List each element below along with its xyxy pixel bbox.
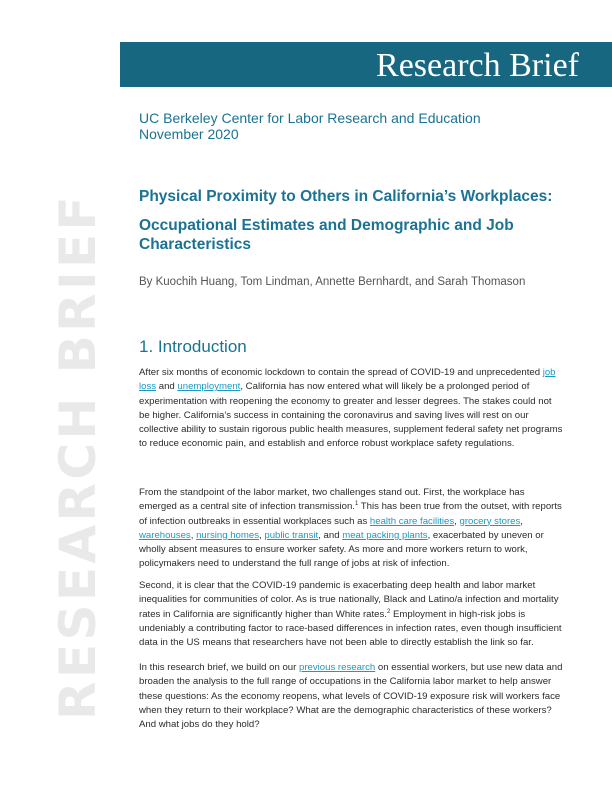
- text-run: This has been true from the outset, with reports of infection outbreaks in essential workplaces such as: [139, 501, 562, 527]
- paragraph-4: [139, 661, 564, 732]
- link-job-loss[interactable]: job loss: [139, 367, 556, 393]
- paragraph-1: [139, 366, 564, 452]
- link-health-care-facilities[interactable]: health care facilities: [369, 515, 455, 527]
- text-run: ,: [520, 515, 523, 527]
- side-watermark-text: RESEARCH BRIEF: [49, 192, 107, 720]
- organization-name: UC Berkeley Center for Labor Research and Education: [139, 110, 481, 126]
- text-run: and: [156, 381, 178, 393]
- link-previous-research[interactable]: previous research: [298, 662, 376, 673]
- text-run: From the standpoint of the labor market, two challenges stand out. First, the workplace has emerged as a central site of infection transmission.: [139, 487, 525, 513]
- link-grocery-stores[interactable]: grocery stores: [459, 515, 521, 527]
- footnote-ref-1[interactable]: 1: [354, 501, 359, 508]
- text-run: In this research brief, we build on our: [139, 662, 299, 673]
- document-title: Physical Proximity to Others in California’s Workplaces:: [139, 188, 553, 205]
- footnote-ref-2[interactable]: 2: [386, 608, 391, 615]
- text-run: , California has now entered what will likely be a prolonged period of experimentation with reopening the economy to greater and lesser degrees. The stakes could not be higher. California’s success in containing the coronavirus and saving lives will rest on our collective ability to sustain rigorous public health measures, supplement federal safety net programs to reduce economic pain, and establish and enforce robust workplace safety regulations.: [139, 381, 563, 450]
- link-nursing-homes[interactable]: nursing homes: [196, 529, 260, 541]
- banner-title: Research Brief: [376, 47, 579, 84]
- text-run: After six months of economic lockdown to contain the spread of COVID-19 and unprecedented: [139, 367, 543, 378]
- section-heading-introduction: 1. Introduction: [139, 337, 247, 356]
- text-run: on essential workers, but use new data and broaden the analysis to the full range of occupations in the California labor market to help answer these questions: As the economy reopens, what levels of COVID-19 exposure risk will workers face when they return to their workplace? What are the demographic characteristics of these workers? And what jobs do they hold?: [139, 662, 563, 731]
- paragraph-3: [139, 579, 564, 650]
- text-run: ,: [190, 529, 197, 541]
- paragraph-2: [139, 486, 564, 572]
- text-run: ,: [259, 529, 265, 541]
- text-run: , and: [318, 529, 343, 541]
- link-meat-packing-plants[interactable]: meat packing plants: [342, 529, 428, 541]
- link-unemployment[interactable]: unemployment: [177, 381, 241, 393]
- text-run: Employment in high-risk jobs is undeniably a contributing factor to race-based differences in infection rates, even though insufficient data in the US means that researchers have not been able to directly establish the link so far.: [139, 608, 562, 649]
- header-banner: [120, 42, 612, 87]
- document-subtitle: Occupational Estimates and Demographic and Job Characteristics: [139, 217, 514, 253]
- link-public-transit[interactable]: public transit: [264, 529, 319, 541]
- publication-date: November 2020: [139, 126, 239, 142]
- author-list: By Kuochih Huang, Tom Lindman, Annette Bernhardt, and Sarah Thomason: [139, 276, 526, 288]
- text-run: ,: [454, 515, 460, 527]
- text-run: Second, it is clear that the COVID-19 pandemic is exacerbating deep health and labor market inequalities for communities of color. As is true nationally, Black and Latino/a infection and mortality rates in California are significantly higher than White rates.: [139, 580, 559, 620]
- text-run: , exacerbated by uneven or wholly absent measures to ensure worker safety. As more and more workers return to work, policymakers need to understand the full range of jobs at risk of infection.: [139, 529, 544, 570]
- link-warehouses[interactable]: warehouses: [139, 529, 191, 541]
